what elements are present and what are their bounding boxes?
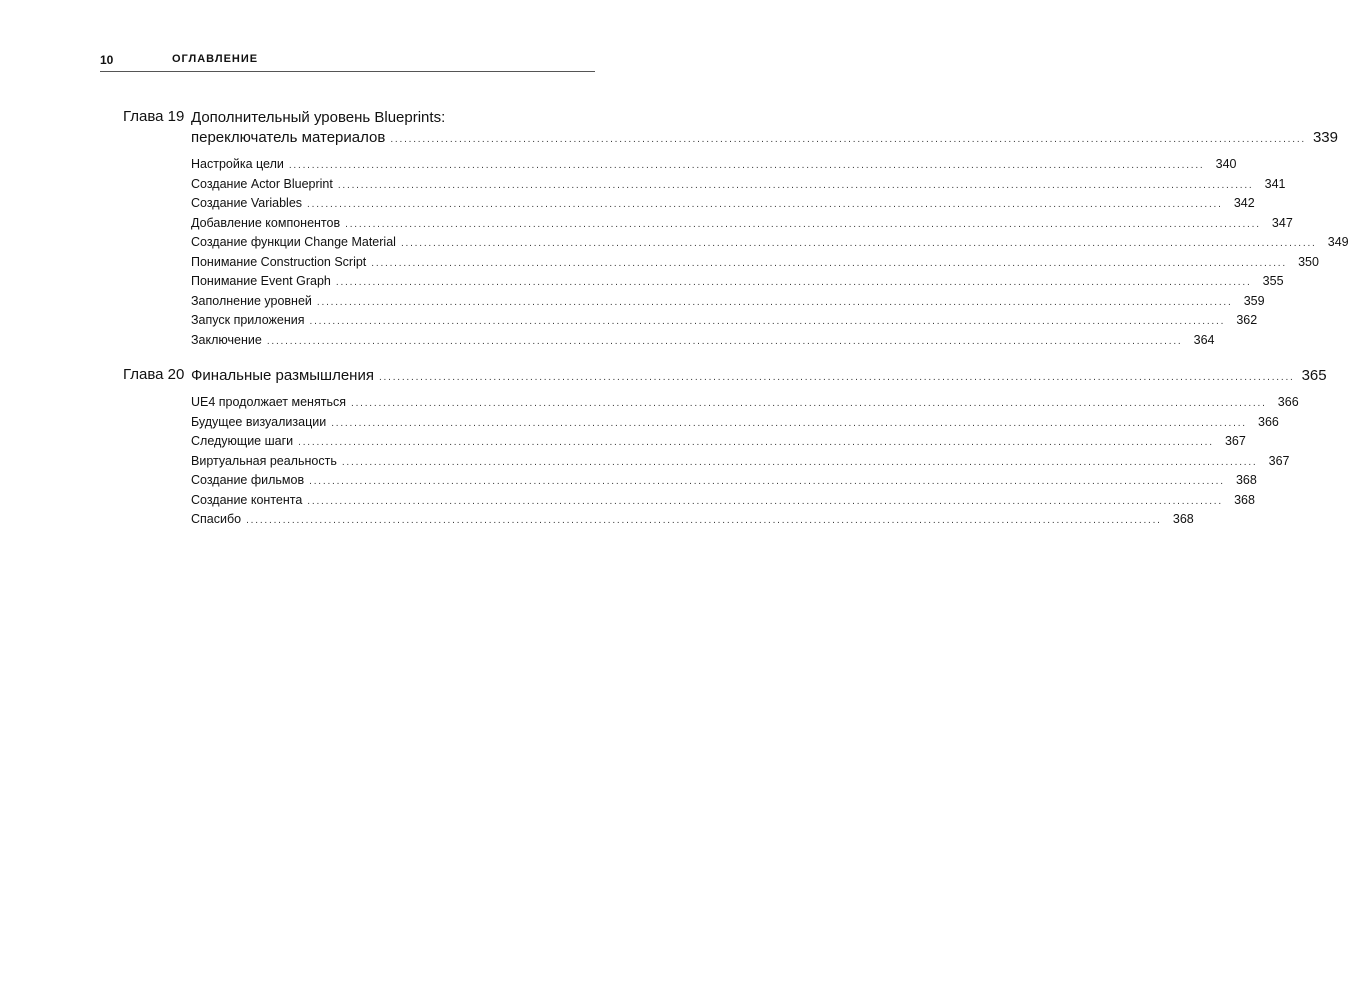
dot-leader: ........................................................................................................................................................................................................	[335, 277, 1252, 288]
dot-leader: ........................................................................................................................................................................................................	[266, 335, 1183, 347]
chapter-20	[123, 366, 1327, 530]
toc-entry[interactable]	[191, 510, 1194, 530]
entry-page: 368	[1172, 512, 1194, 526]
entry-title: Заполнение уровней	[191, 293, 312, 308]
dot-leader: ........................................................................................................................................................................................................	[298, 437, 1214, 448]
entry-page: 342	[1233, 196, 1255, 210]
dot-leader: ........................................................................................................................................................................................................	[378, 372, 1295, 383]
header-rule	[100, 71, 595, 72]
entry-page: 362	[1236, 313, 1258, 327]
entry-page: 368	[1235, 473, 1257, 487]
toc-entry[interactable]	[191, 311, 1258, 331]
toc-entry[interactable]	[191, 452, 1290, 472]
entry-title: Создание контента	[191, 492, 303, 507]
entry-page: 350	[1298, 254, 1319, 269]
dot-leader: ........................................................................................................................................................................................................	[390, 134, 1306, 145]
entry-title: Создание функции Change Material	[191, 235, 396, 249]
toc-entry[interactable]	[191, 194, 1255, 214]
entry-page: 347	[1271, 215, 1293, 230]
section-list	[191, 155, 1349, 350]
chapter-title-row[interactable]	[191, 128, 1338, 148]
entry-page: 368	[1234, 492, 1255, 507]
toc-entry[interactable]	[191, 233, 1349, 253]
chapter-label: Глава 19	[123, 108, 185, 125]
entry-title: UE4 продолжает меняться	[191, 395, 346, 409]
entry-page: 366	[1277, 395, 1299, 409]
dot-leader: ........................................................................................................................................................................................................	[288, 160, 1205, 171]
chapter-title-line2: переключатель материалов	[191, 129, 386, 146]
dot-leader: ........................................................................................................................................................................................................	[400, 238, 1317, 249]
entry-title: Виртуальная реальность	[191, 453, 337, 468]
entry-page: 341	[1264, 176, 1286, 191]
toc-entry[interactable]	[191, 292, 1265, 312]
entry-title: Будущее визуализации	[191, 414, 327, 429]
dot-leader: ........................................................................................................................................................................................................	[371, 257, 1287, 269]
chapter-title: Финальные размышления	[191, 367, 374, 384]
entry-page: 349	[1327, 235, 1349, 249]
entry-title: Следующие шаги	[191, 434, 294, 448]
running-title: ОГЛАВЛЕНИЕ	[172, 53, 259, 65]
dot-leader: ........................................................................................................................................................................................................	[309, 476, 1225, 487]
toc-entry[interactable]	[191, 413, 1279, 433]
toc-entry[interactable]	[191, 272, 1284, 292]
running-header	[100, 53, 595, 67]
entry-title: Создание фильмов	[191, 473, 305, 487]
dot-leader: ........................................................................................................................................................................................................	[316, 296, 1233, 308]
dot-leader: ........................................................................................................................................................................................................	[309, 316, 1226, 327]
entry-page: 359	[1243, 293, 1265, 308]
dot-leader: ........................................................................................................................................................................................................	[341, 456, 1258, 468]
entry-title: Понимание Event Graph	[191, 274, 331, 288]
toc-entry[interactable]	[191, 491, 1255, 511]
toc-entry[interactable]	[191, 214, 1293, 234]
chapter-title-row[interactable]	[191, 366, 1327, 386]
entry-title: Запуск приложения	[191, 313, 305, 327]
chapter-19	[123, 108, 1349, 350]
dot-leader: ........................................................................................................................................................................................................	[307, 495, 1223, 507]
dot-leader: ........................................................................................................................................................................................................	[246, 515, 1162, 526]
section-list	[191, 393, 1299, 530]
dot-leader: ........................................................................................................................................................................................................	[350, 398, 1267, 409]
dot-leader: ........................................................................................................................................................................................................	[345, 218, 1261, 230]
dot-leader: ........................................................................................................................................................................................................	[337, 179, 1254, 191]
toc-entry[interactable]	[191, 253, 1319, 273]
entry-title: Спасибо	[191, 512, 242, 526]
entry-title: Понимание Construction Script	[191, 254, 367, 269]
dot-leader: ........................................................................................................................................................................................................	[307, 199, 1223, 210]
toc-entry[interactable]	[191, 393, 1299, 413]
entry-title: Создание Actor Blueprint	[191, 176, 333, 191]
entry-page: 367	[1224, 434, 1246, 448]
chapter-page: 365	[1301, 367, 1327, 384]
chapter-label: Глава 20	[123, 366, 185, 383]
entry-page: 366	[1258, 414, 1279, 429]
toc-entry[interactable]	[191, 471, 1257, 491]
entry-page: 367	[1268, 453, 1290, 468]
toc-entry[interactable]	[191, 155, 1237, 175]
chapter-title-line1: Дополнительный уровень Blueprints:	[191, 109, 446, 126]
toc-entry[interactable]	[191, 432, 1246, 452]
entry-title: Настройка цели	[191, 157, 284, 171]
entry-page: 355	[1262, 274, 1284, 288]
toc-entry[interactable]	[191, 331, 1215, 351]
entry-title: Добавление компонентов	[191, 215, 341, 230]
entry-page: 364	[1193, 332, 1215, 347]
entry-title: Заключение	[191, 332, 262, 347]
page-number: 10	[100, 53, 114, 67]
entry-title: Создание Variables	[191, 196, 303, 210]
entry-page: 340	[1215, 157, 1237, 171]
chapter-page: 339	[1312, 129, 1338, 146]
dot-leader: ........................................................................................................................................................................................................	[331, 417, 1247, 429]
toc-entry[interactable]	[191, 175, 1286, 195]
